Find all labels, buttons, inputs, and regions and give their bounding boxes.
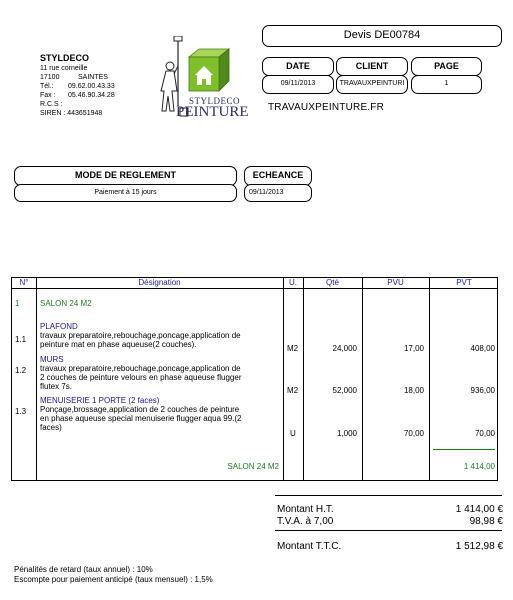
website-text: TRAVAUXPEINTURE.FR [268, 102, 385, 113]
early-payment-discount-note: Escompte pour paiement anticipé (taux mensuel) : 1,5% [14, 575, 213, 584]
item-pvu: 18,00 [403, 386, 424, 395]
col-header-pvt: PVT [456, 278, 472, 287]
total-ht-value: 1 414,00 € [455, 504, 503, 515]
item-pvu: 70,00 [403, 429, 424, 438]
quote-number-box: Devis DE00784 [262, 25, 502, 47]
total-tva-value: 98,98 € [469, 516, 503, 527]
company-fax-row [40, 91, 150, 100]
company-info [40, 53, 150, 118]
client-value: TRAVAUXPEINTURI [336, 75, 408, 94]
item-unit: M2 [287, 344, 299, 353]
client-header: CLIENT [336, 57, 408, 76]
item-description: Ponçage,brossage,application de 2 couches de peinture en phase aqueuse special menuiserie flugger aqua 99.(2 faces) [40, 405, 242, 432]
company-tel-label: Tél.: [40, 83, 54, 90]
company-city-row [40, 73, 150, 82]
totals-mid-rule [275, 530, 502, 531]
company-city: SAINTES [78, 74, 108, 81]
total-tva-label: T.V.A. à 7,00 [277, 516, 334, 527]
company-fax: 05.46.90.34.28 [68, 92, 115, 99]
item-description: travaux preparatoire,rebouchage,poncage,application de 2 couches de peinture velours en phase aqueuse flugger flutex 7s. [40, 364, 242, 391]
late-penalties-note: Pénalités de retard (taux annuel) : 10% [14, 565, 153, 574]
item-number: 1.3 [15, 407, 27, 416]
logo-text-peinture: PEINTURE [176, 104, 249, 120]
col-header-unit: U. [289, 278, 297, 287]
item-pvt: 408,00 [470, 344, 495, 353]
company-tel: 09.62.00.43.33 [68, 83, 115, 90]
col-header-pvu: PVU [387, 278, 404, 287]
section-number: 1 [15, 299, 20, 308]
item-qty: 52,000 [332, 386, 357, 395]
company-street: 11 rue corneille [40, 65, 88, 72]
due-date-header: ECHEANCE [244, 166, 312, 186]
items-table [11, 277, 498, 481]
item-qty: 24,000 [332, 344, 357, 353]
totals-top-rule [275, 495, 502, 496]
due-date-value: 09/11/2013 [244, 184, 312, 202]
item-number: 1.2 [15, 366, 27, 375]
page-header: PAGE [411, 57, 482, 76]
company-name: STYLDECO [40, 53, 90, 63]
item-number: 1.1 [15, 335, 27, 344]
item-unit: U [290, 429, 296, 438]
company-siren: SIREN : 443651948 [40, 110, 103, 117]
house-cube-icon [185, 47, 233, 95]
col-header-no: N° [19, 278, 29, 287]
col-header-designation: Désignation [138, 278, 181, 287]
item-heading: MENUISERIE 1 PORTE (2 faces) [40, 396, 160, 405]
date-header: DATE [262, 57, 334, 76]
section-title: SALON 24 M2 [40, 299, 92, 308]
item-heading: MURS [40, 355, 64, 364]
logo-text-styldeco: STYLDECO [189, 96, 240, 106]
company-fax-label: Fax : [40, 92, 56, 99]
company-postcode: 17100 [40, 74, 60, 81]
payment-mode-value: Paiement à 15 jours [14, 184, 237, 202]
item-pvt: 70,00 [474, 429, 495, 438]
total-ht-label: Montant H.T. [277, 504, 334, 515]
subtotal-label: SALON 24 M2 [227, 462, 279, 471]
payment-mode-header: MODE DE REGLEMENT [14, 166, 237, 186]
item-pvt: 936,00 [470, 386, 495, 395]
company-rcs: R.C.S : [40, 101, 63, 108]
page-value: 1 [411, 75, 482, 94]
item-pvu: 17,00 [403, 344, 424, 353]
company-tel-row [40, 82, 150, 91]
item-heading: PLAFOND [40, 322, 78, 331]
item-description: travaux preparatoire,rebouchage,poncage,application de peinture mat en phase aqueuse(2 couches). [40, 331, 241, 349]
col-header-qty: Qté [326, 278, 339, 287]
item-unit: M2 [287, 386, 299, 395]
subtotal-rule [433, 449, 495, 450]
item-qty: 1,000 [336, 429, 357, 438]
date-value: 09/11/2013 [262, 75, 334, 94]
total-ttc-value: 1 512,98 € [455, 541, 503, 552]
subtotal-value: 1 414,00 [463, 462, 495, 471]
total-ttc-label: Montant T.T.C. [277, 541, 342, 552]
